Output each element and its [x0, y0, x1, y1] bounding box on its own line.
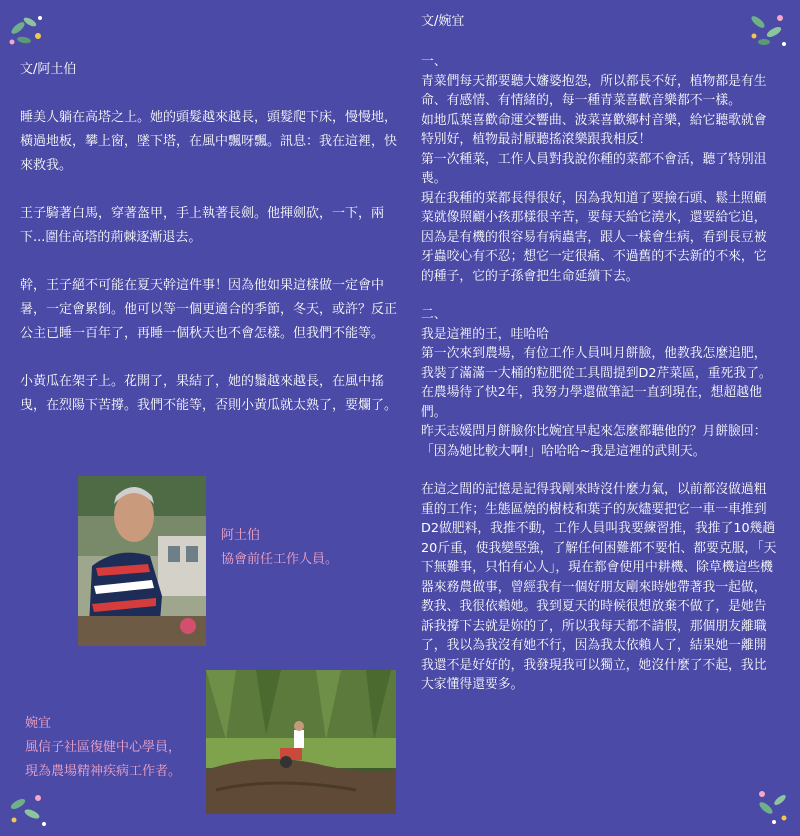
left-paragraph-1: 睡美人躺在高塔之上。她的頭髮越來越長，頭髮爬下床，慢慢地，橫過地板，攀上窗，墜下塔，在風中飄呀飄。訊息：我在這裡，快來救我。 [20, 110, 398, 173]
section2-heading: 二、 [421, 307, 447, 322]
section2-paragraph-1: 我是這裡的王，哇哈哈 [421, 326, 549, 342]
caption-atubo [221, 524, 338, 572]
caption-wanyi [25, 712, 181, 784]
caption-wanyi-line2: 現為農場精神疾病工作者。 [25, 764, 182, 779]
left-paragraph-2: 王子騎著白馬，穿著盔甲，手上執著長劍。他揮劍砍，一下，兩下...圍住高塔的荊棘逐漸退去。 [20, 206, 385, 245]
left-article-body [20, 106, 398, 418]
section2-paragraph-2: 第一次來到農場，有位工作人員叫月餅臉，他教我怎麼追肥，我裝了滿滿一大桶的粒肥從工具間提到D2芹菜區，重死我了。 [421, 346, 772, 381]
photo-atubo-portrait [78, 476, 206, 646]
section1-heading: 一、 [421, 54, 447, 69]
caption-atubo-role: 協會前任工作人員。 [221, 552, 339, 567]
section2-paragraph-4: 昨天志媛問月餅臉你比婉宜早起來怎麼都聽他的？月餅臉回：「因為她比較大啊!」哈哈哈~我是這裡的武則天。 [421, 424, 767, 459]
section1-paragraph-3: 第一次種菜，工作人員對我說你種的菜都不會活，聽了特別沮喪。 [421, 151, 767, 186]
caption-wanyi-line1: 風信子社區復健中心學員， [25, 740, 182, 755]
left-author: 文/阿土伯 [20, 62, 77, 77]
right-article-body [421, 52, 779, 695]
right-author: 文/婉宜 [421, 14, 465, 29]
corner-leaf-decoration-bottom-right [750, 782, 796, 830]
section2-paragraph-3: 在農場待了快2年，我努力學還做筆記一直到現在，想超越他們。 [421, 385, 762, 420]
section2-paragraph-5: 在這之間的記憶是記得我剛來時沒什麼力氣，以前都沒做過粗重的工作；生態區燒的樹枝和葉子的灰燼要把它一車一車推到D2做肥料，我推不動，工作人員叫我要練習推，我推了10幾趟20斤重，使我變堅強，了解任何困難都不要怕、都要克服，「天下無難事，只怕有心人」，現在都會使用中耕機、除草機這些機器來務農做事，曾經我有一個好朋友剛來時她帶著我一起做，教我、我很依賴她。我到夏天的時候很想放棄不做了，是她告訴我撐下去就是妳的了，所以我每天都不請假，那個朋友離職了，我以為我沒有她不行，因為我太依賴人了，結果她一離開我還不是好好的，我發現我可以獨立，她沒什麼了不起，我比大家懂得還要多。 [421, 482, 777, 692]
caption-atubo-name: 阿土伯 [221, 528, 261, 543]
section1-paragraph-1: 青菜們每天都要聽大嬸婆抱怨，所以都長不好，植物都是有生命、有感情、有情緒的，每一種青菜喜歡音樂都不一樣。 [421, 73, 767, 108]
left-paragraph-4: 小黃瓜在架子上。花開了，果結了，她的鬚越來越長，在風中搖曳，在烈陽下苦撐。我們不能等，否則小黃瓜就太熟了，要爛了。 [20, 374, 398, 413]
photo-farm-field [206, 670, 396, 814]
section1-paragraph-2: 如地瓜葉喜歡命運交響曲、波菜喜歡鄉村音樂，給它聽歌就會特別好，植物最討厭聽搖滾樂跟我相反！ [421, 112, 767, 147]
caption-wanyi-name: 婉宜 [25, 716, 52, 731]
corner-leaf-decoration-bottom-left [4, 784, 52, 830]
corner-leaf-decoration-top-left [4, 10, 48, 50]
corner-leaf-decoration-top-right [744, 8, 792, 52]
section1-paragraph-4: 現在我種的菜都長得很好，因為我知道了要撿石頭、鬆土照顧菜就像照顧小孩那樣很辛苦，要每天給它澆水，還要給它追，因為是有機的很容易有病蟲害，跟人一樣會生病，看到長豆被牙蟲咬心有不忍；想它一定很痛、不過舊的不去新的不來，它的種子，它的子孫會把生命延續下去。 [421, 190, 767, 284]
left-paragraph-3: 幹，王子絕不可能在夏天幹這件事！因為他如果這樣做一定會中暑，一定會累倒。他可以等一個更適合的季節，冬天，或許？反正公主已睡一百年了，再睡一個秋天也不會怎樣。但我們不能等。 [20, 278, 398, 341]
